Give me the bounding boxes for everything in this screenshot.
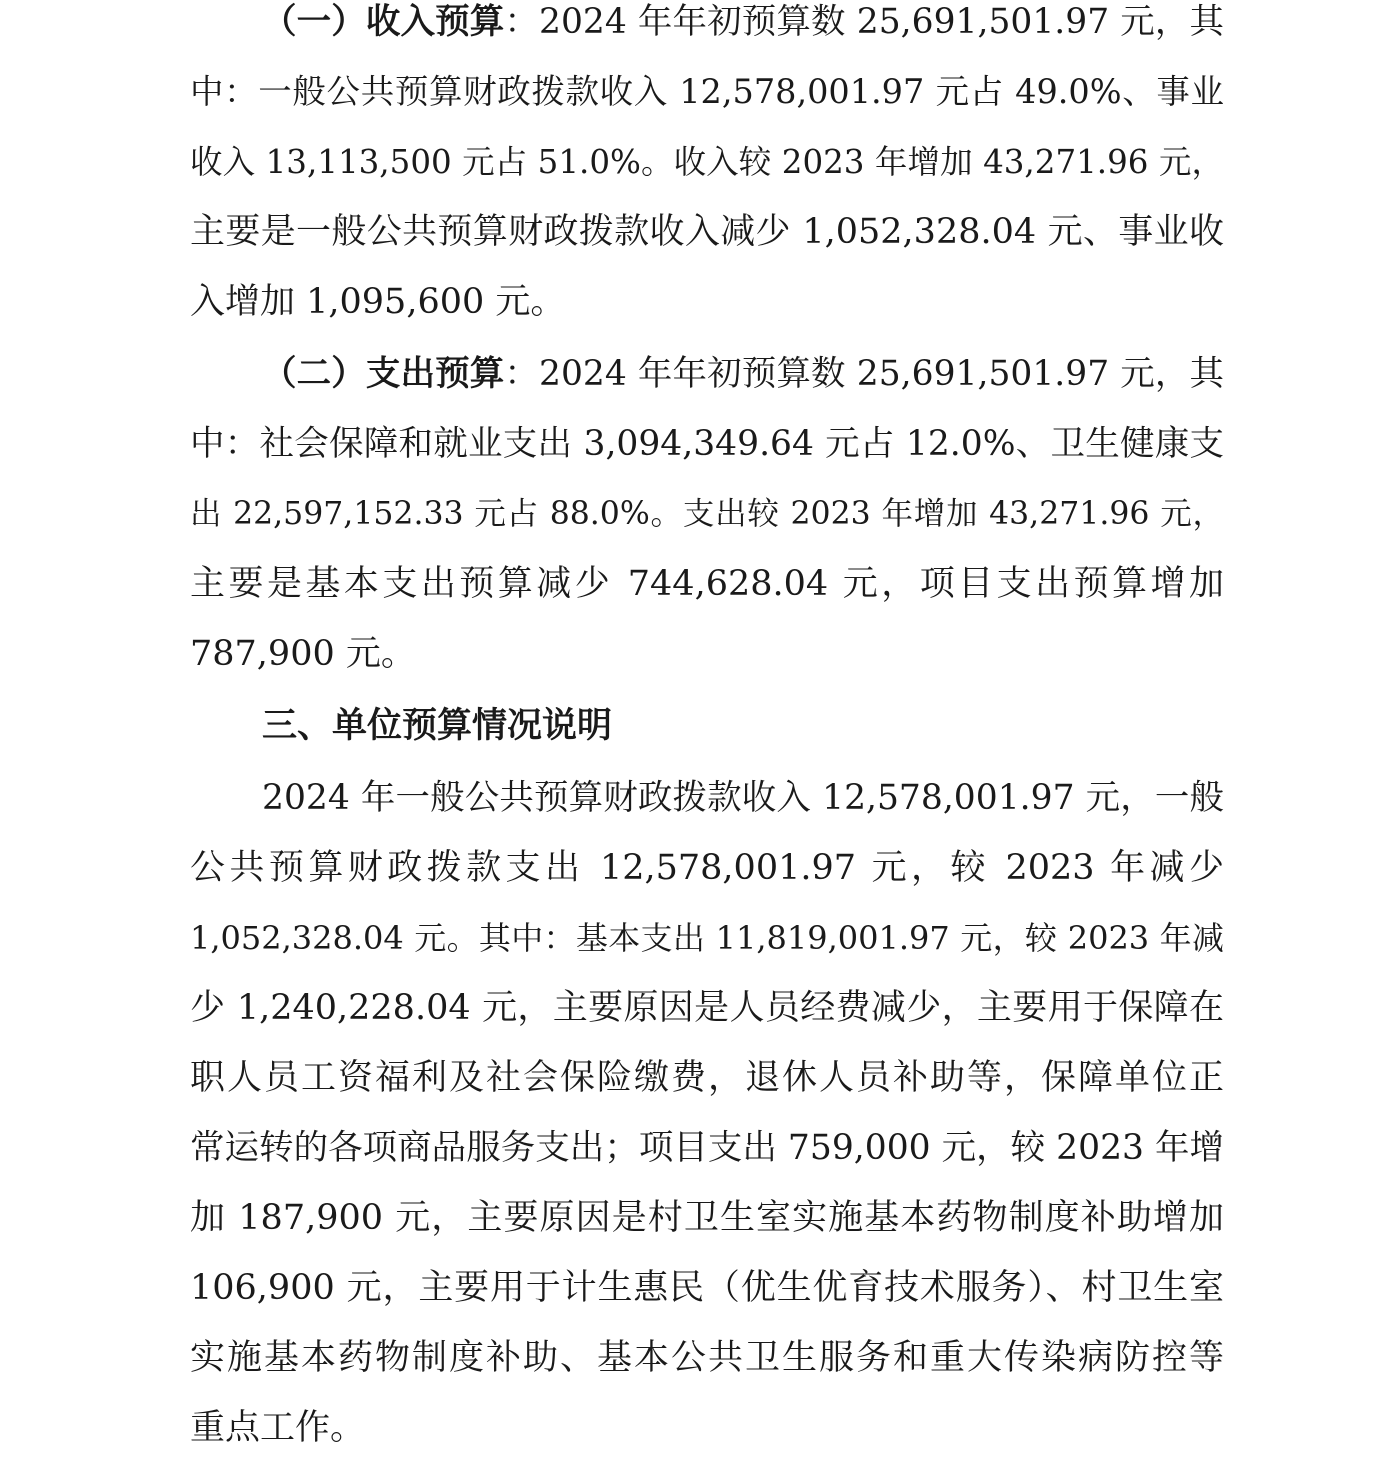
expense-paragraph-line-4: 主要是基本支出预算减少 744,628.04 元，项目支出预算增加 <box>190 564 1224 604</box>
expense-paragraph-line-3: 出 22,597,152.33 元占 88.0%。支出较 2023 年增加 43,271.96 元， <box>190 496 1224 532</box>
expense-paragraph-line-2: 中：社会保障和就业支出 3,094,349.64 元占 12.0%、卫生健康支 <box>190 424 1224 464</box>
section-heading: 三、单位预算情况说明 <box>262 706 613 746</box>
unit-paragraph-line-8: 106,900 元，主要用于计生惠民（优生优育技术服务）、村卫生室 <box>190 1268 1224 1308</box>
income-paragraph-line-4: 主要是一般公共预算财政拨款收入减少 1,052,328.04 元、事业收 <box>190 212 1224 252</box>
income-paragraph-line-5: 入增加 1,095,600 元。 <box>190 282 566 322</box>
unit-paragraph-line-7: 加 187,900 元，主要原因是村卫生室实施基本药物制度补助增加 <box>190 1198 1224 1238</box>
unit-paragraph-line-10: 重点工作。 <box>190 1408 366 1448</box>
unit-paragraph-line-1: 2024 年一般公共预算财政拨款收入 12,578,001.97 元，一般 <box>262 778 1224 818</box>
expense-paragraph-line-1 <box>262 344 1224 404</box>
income-paragraph-line-3: 收入 13,113,500 元占 51.0%。收入较 2023 年增加 43,271.96 元， <box>190 143 1224 181</box>
unit-paragraph-line-9: 实施基本药物制度补助、基本公共卫生服务和重大传染病防控等 <box>190 1338 1224 1378</box>
income-paragraph-line-2: 中：一般公共预算财政拨款收入 12,578,001.97 元占 49.0%、事业 <box>190 72 1224 111</box>
income-paragraph-line-1 <box>262 0 1224 52</box>
unit-paragraph-line-4: 少 1,240,228.04 元，主要原因是人员经费减少，主要用于保障在 <box>190 988 1224 1028</box>
unit-paragraph-line-2: 公共预算财政拨款支出 12,578,001.97 元，较 2023 年减少 <box>190 848 1224 888</box>
unit-paragraph-line-5: 职人员工资福利及社会保险缴费，退休人员补助等，保障单位正 <box>190 1058 1224 1098</box>
income-line-1-text: ：2024 年年初预算数 25,691,501.97 元，其 <box>504 2 1224 42</box>
expense-line-1-text: ：2024 年年初预算数 25,691,501.97 元，其 <box>504 354 1224 394</box>
income-label: （一）收入预算 <box>262 2 505 42</box>
unit-paragraph-line-3: 1,052,328.04 元。其中：基本支出 11,819,001.97 元，较 2023 年减 <box>190 919 1224 957</box>
expense-label: （二）支出预算 <box>262 354 505 394</box>
expense-paragraph-line-5: 787,900 元。 <box>190 634 416 674</box>
unit-paragraph-line-6: 常运转的各项商品服务支出；项目支出 759,000 元，较 2023 年增 <box>190 1128 1224 1168</box>
